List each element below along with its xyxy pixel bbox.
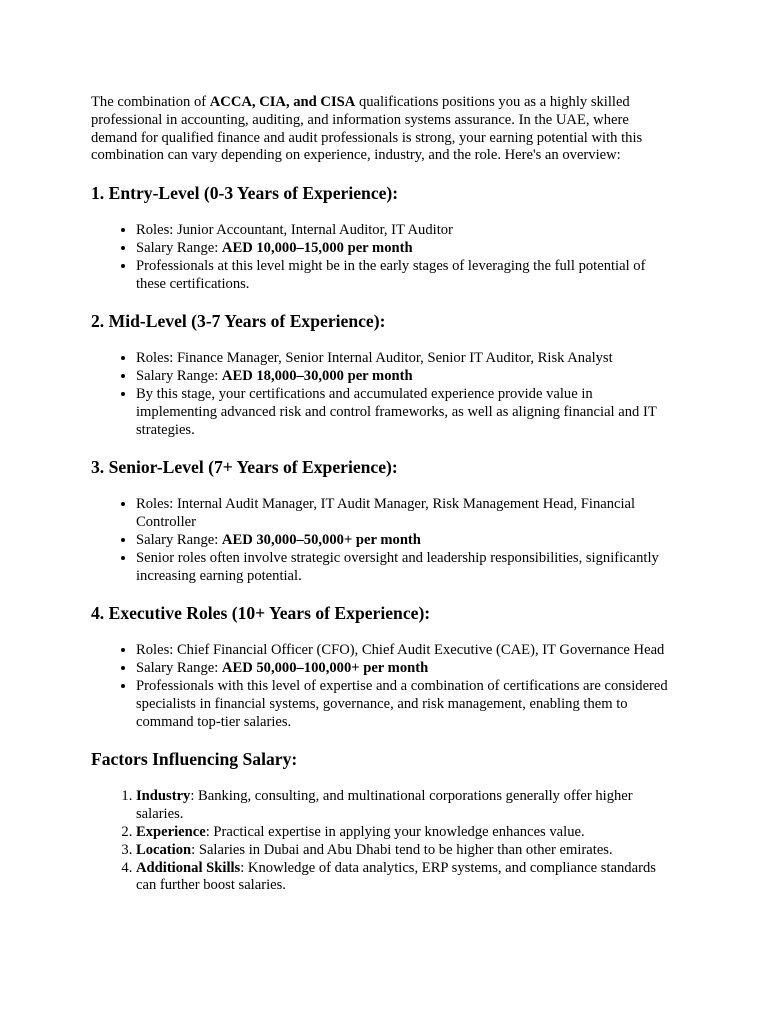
salary-label: Salary Range:: [136, 368, 222, 385]
bullet-list: [91, 222, 676, 293]
list-item-note: • Professionals at this level might be in the early stages of leveraging the full potential of these certifications.: [136, 258, 676, 294]
list-item-factor: [136, 788, 676, 824]
section-factors: [91, 748, 676, 895]
list-item-roles: • Roles: Chief Financial Officer (CFO), Chief Audit Executive (CAE), IT Governance Head: [136, 642, 676, 660]
list-item-salary: [136, 240, 676, 258]
factor-term: Industry: [136, 788, 191, 805]
list-item-roles: • Roles: Finance Manager, Senior Internal Auditor, Senior IT Auditor, Risk Analyst: [136, 350, 676, 368]
salary-value: AED 18,000–30,000 per month: [221, 368, 413, 385]
section-heading: 4. Executive Roles (10+ Years of Experience):: [91, 603, 431, 624]
numbered-list: [91, 788, 676, 895]
factor-term: Additional Skills: [136, 859, 241, 876]
list-item-factor: [136, 860, 676, 896]
list-item-factor: [136, 842, 676, 860]
section-mid-level: [91, 310, 676, 439]
bullet-list: [91, 496, 676, 585]
bullet-list: [91, 642, 676, 731]
factor-term: Location: [136, 841, 192, 858]
list-item-roles: • Roles: Internal Audit Manager, IT Audit Manager, Risk Management Head, Financial Controller: [136, 496, 676, 532]
salary-value: AED 10,000–15,000 per month: [221, 239, 413, 256]
factor-text: : Salaries in Dubai and Abu Dhabi tend to be higher than other emirates.: [191, 841, 613, 858]
list-item-salary: [136, 660, 676, 678]
section-heading: 3. Senior-Level (7+ Years of Experience):: [91, 457, 398, 478]
list-item-roles: • Roles: Junior Accountant, Internal Auditor, IT Auditor: [136, 222, 676, 240]
intro-text-after: qualifications positions you as a highly skilled professional in accounting, auditing, and information systems assurance. In the UAE, where demand for qualified finance and audit professionals is strong, your earning potential with this combination can vary depending on experience, industry, and the role. Here's an overview:: [91, 94, 643, 164]
section-heading: Factors Influencing Salary:: [91, 749, 298, 770]
section-heading: 2. Mid-Level (3-7 Years of Experience):: [91, 311, 386, 332]
salary-label: Salary Range:: [136, 660, 222, 677]
list-item-salary: [136, 368, 676, 386]
list-item-note: • Senior roles often involve strategic oversight and leadership responsibilities, significantly increasing earning potential.: [136, 550, 676, 586]
intro-certifications: ACCA, CIA, and CISA: [209, 94, 356, 110]
list-item-factor: [136, 824, 676, 842]
section-heading: 1. Entry-Level (0-3 Years of Experience):: [91, 183, 399, 204]
factor-text: : Practical expertise in applying your knowledge enhances value.: [205, 823, 585, 840]
salary-value: AED 30,000–50,000+ per month: [221, 531, 421, 548]
section-entry-level: [91, 182, 676, 293]
factor-term: Experience: [136, 823, 206, 840]
bullet-list: [91, 350, 676, 439]
section-executive-roles: [91, 602, 676, 731]
factor-text: : Knowledge of data analytics, ERP systems, and compliance standards can further boost salaries.: [136, 859, 656, 894]
list-item-note: • Professionals with this level of expertise and a combination of certifications are considered specialists in financial systems, governance, and risk management, enabling them to command top-tier salaries.: [136, 678, 676, 731]
list-item-note: • By this stage, your certifications and accumulated experience provide value in implementing advanced risk and control frameworks, as well as aligning financial and IT strategies.: [136, 386, 676, 439]
intro-paragraph: [91, 94, 676, 165]
salary-label: Salary Range:: [136, 239, 222, 256]
salary-value: AED 50,000–100,000+ per month: [221, 660, 429, 677]
section-senior-level: [91, 456, 676, 585]
list-item-salary: [136, 532, 676, 550]
salary-label: Salary Range:: [136, 531, 222, 548]
intro-text-before: The combination of: [91, 94, 210, 110]
factor-text: : Banking, consulting, and multinational corporations generally offer higher salaries.: [136, 788, 633, 823]
